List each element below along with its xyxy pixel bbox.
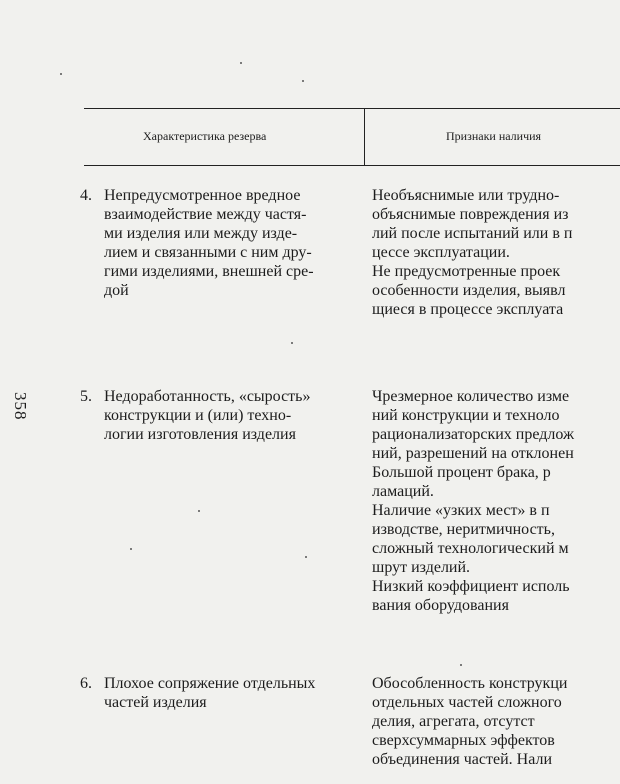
cell-line: Непредусмотренное вредное (104, 187, 301, 204)
cell-line: изводстве, неритмичность, (372, 521, 555, 538)
scan-speck (291, 342, 293, 344)
cell-line: особенности изделия, выявл (372, 282, 566, 299)
cell-line: Недоработанность, «сырость» (104, 388, 311, 405)
cell-line: цессе эксплуатации. (372, 244, 510, 261)
cell-line: частей изделия (104, 694, 207, 711)
header-presence-signs: Признаки наличия (446, 129, 542, 143)
cell-line: Плохое сопряжение отдельных (104, 675, 316, 692)
page-number: 358 (11, 392, 30, 421)
cell-line: дой (104, 282, 129, 299)
reserve-characteristic-cell (104, 387, 366, 444)
cell-line: Низкий коэффициент исполь (372, 578, 570, 595)
scan-speck (130, 548, 132, 550)
cell-line: ламаций. (372, 483, 434, 500)
scan-speck (460, 664, 462, 666)
presence-signs-cell (372, 186, 620, 319)
cell-line: шрут изделий. (372, 559, 471, 576)
cell-line: Чрезмерное количество изме (372, 388, 570, 405)
row-number: 6. (80, 675, 92, 692)
reserve-characteristic-cell (104, 674, 366, 712)
cell-line: делия, агрегата, отсутст (372, 713, 535, 730)
cell-line: сверхсуммарных эффектов (372, 732, 555, 749)
cell-line: вания оборудования (372, 597, 509, 614)
scan-speck (302, 80, 304, 82)
scan-speck (198, 510, 200, 512)
cell-line: отдельных частей сложного (372, 694, 562, 711)
cell-line: конструкции и (или) техно- (104, 407, 292, 424)
cell-line: Необъяснимые или трудно- (372, 187, 560, 204)
scan-speck (305, 556, 307, 558)
cell-line: Не предусмотренные проек (372, 263, 561, 280)
row-number: 4. (80, 187, 92, 204)
cell-line: объяснимые повреждения из (372, 206, 569, 223)
reserve-characteristic-cell (104, 186, 366, 300)
cell-line: гими изделиями, внешней сре- (104, 263, 314, 280)
cell-line: ми изделия или между изде- (104, 225, 298, 242)
cell-line: лий после испытаний или в п (372, 225, 573, 242)
cell-line: Большой процент брака, р (372, 464, 551, 481)
cell-line: ний конструкции и техноло (372, 407, 560, 424)
table-top-rule (84, 108, 620, 109)
scan-speck (60, 73, 62, 75)
cell-line: взаимодействие между частя- (104, 206, 307, 223)
cell-line: щиеся в процессе эксплуата (372, 301, 564, 318)
row-number: 5. (80, 388, 92, 405)
cell-line: логии изготовления изделия (104, 426, 296, 443)
presence-signs-cell (372, 674, 620, 769)
cell-line: сложный технологический м (372, 540, 569, 557)
cell-line: ний, разрешений на отклонен (372, 445, 574, 462)
cell-line: рационализаторских предлож (372, 426, 575, 443)
cell-line: Обособленность конструкци (372, 675, 568, 692)
cell-line: Наличие «узких мест» в п (372, 502, 550, 519)
cell-line: объединения частей. Нали (372, 751, 553, 768)
presence-signs-cell (372, 387, 620, 615)
cell-line: лием и связанными с ним дру- (104, 244, 312, 261)
scan-speck (240, 62, 242, 64)
header-reserve-characteristic: Характеристика резерва (143, 129, 267, 143)
header-column-divider (364, 108, 365, 166)
header-bottom-rule (84, 165, 620, 166)
